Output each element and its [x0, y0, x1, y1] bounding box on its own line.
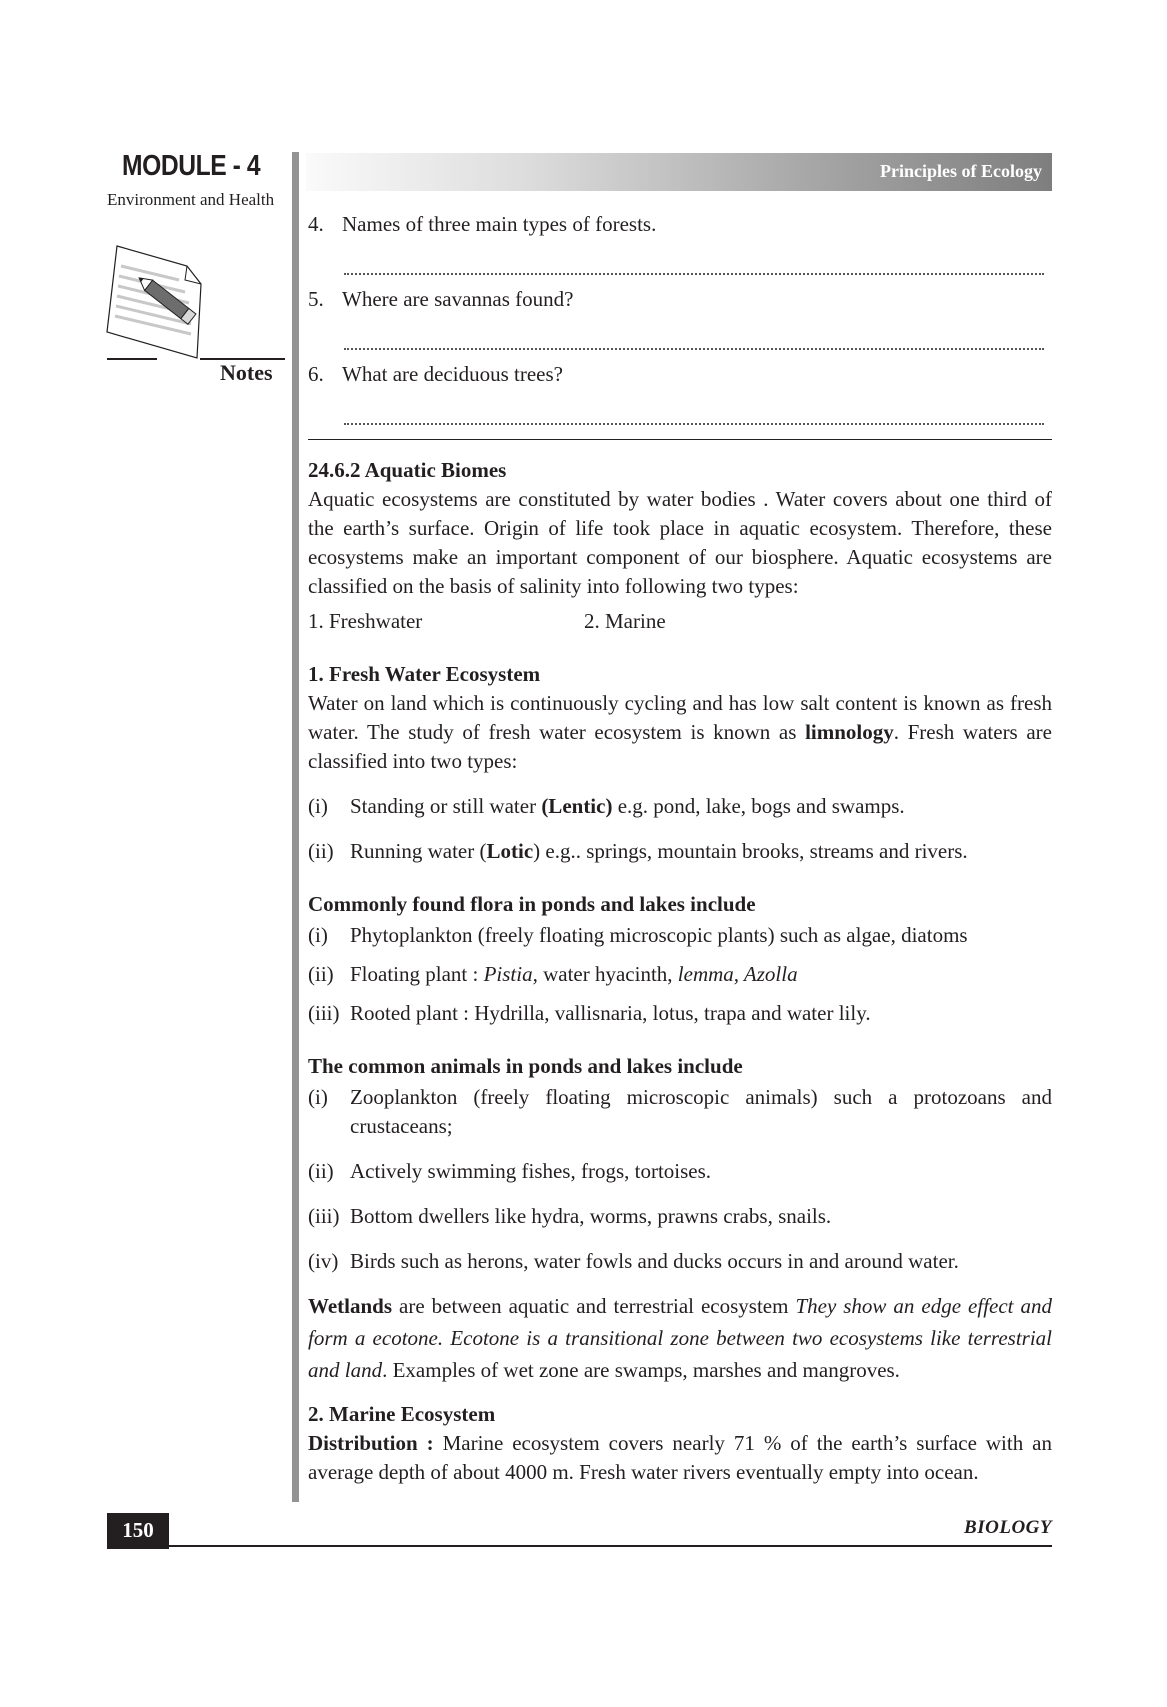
module-title: MODULE - 4 — [122, 150, 261, 182]
chapter-label: Principles of Ecology — [880, 161, 1042, 181]
list-text: Zooplankton (freely floating microscopic animals) such a protozoans and crustaceans; — [350, 1085, 1052, 1138]
text-run: are between aquatic and terrestrial ecosystem — [392, 1294, 796, 1318]
notes-rule — [107, 358, 157, 360]
marine-heading: 2. Marine Ecosystem — [308, 1402, 496, 1426]
question-number: 4. — [308, 212, 324, 236]
biome-types — [308, 607, 1052, 636]
module-subtitle: Environment and Health — [107, 190, 275, 209]
list-text: Bottom dwellers like hydra, worms, prawns crabs, snails. — [350, 1204, 832, 1228]
question-item — [308, 360, 1052, 389]
biome-type: 1. Freshwater — [308, 609, 423, 633]
list-item — [308, 921, 1052, 950]
list-item — [308, 837, 1052, 866]
margin-divider-bar — [292, 152, 299, 1502]
list-text — [350, 837, 1052, 866]
term-distribution: Distribution : — [308, 1431, 434, 1455]
question-text: Names of three main types of forests. — [342, 212, 657, 236]
question-text: What are deciduous trees? — [342, 362, 563, 386]
question-item — [308, 285, 1052, 314]
list-text — [350, 960, 1052, 989]
section-heading: 24.6.2 Aquatic Biomes — [308, 458, 507, 482]
freshwater-paragraph — [308, 689, 1052, 776]
list-text: Rooted plant : Hydrilla, vallisnaria, lotus, trapa and water lily. — [350, 1001, 871, 1025]
list-marker: (i) — [308, 1085, 328, 1109]
list-marker: (iv) — [308, 1249, 339, 1273]
list-text: Phytoplankton (freely floating microscopic plants) such as algae, diatoms — [350, 923, 968, 947]
list-marker: (i) — [308, 923, 328, 947]
text-run: . Fresh waters are classified into two types: — [308, 720, 1052, 773]
section-divider — [308, 439, 1052, 440]
text-run: Water on land which is continuously cycling and has low salt content is known as fresh water. The study of fresh water ecosystem is known as — [308, 691, 1052, 744]
text-run: e.g. pond, lake, bogs and swamps. — [612, 794, 905, 818]
page-number: 150 — [107, 1513, 169, 1549]
list-item — [308, 1247, 1052, 1276]
section-intro: Aquatic ecosystems are constituted by water bodies . Water covers about one third of the earth’s surface. Origin of life took place in aquatic ecosystem. Therefore, these ecosystems make an important component of our biosphere. Aquatic ecosystems are classified on the basis of salinity into following two types: — [308, 487, 1052, 598]
list-text — [350, 792, 1052, 821]
question-number: 5. — [308, 287, 324, 311]
text-run: Marine ecosystem covers nearly 71 % of the earth’s surface with an average depth of about 4000 m. Fresh water rivers eventually empty into ocean. — [308, 1431, 1052, 1484]
list-item — [308, 1157, 1052, 1186]
list-item — [308, 960, 1052, 989]
text-run: Standing or still water — [350, 794, 542, 818]
list-item — [308, 999, 1052, 1028]
list-text: Birds such as herons, water fowls and ducks occurs in and around water. — [350, 1249, 959, 1273]
answer-line — [344, 395, 1044, 425]
term-lentic: (Lentic) — [541, 794, 613, 818]
list-marker: (i) — [308, 794, 328, 818]
page-content — [308, 200, 1052, 1487]
text-run: Floating plant : — [350, 962, 484, 986]
flora-heading: Commonly found flora in ponds and lakes include — [308, 892, 756, 916]
text-run: water hyacinth, — [537, 962, 678, 986]
text-run: ) e.g.. springs, mountain brooks, streams and rivers. — [533, 839, 968, 863]
answer-line — [344, 245, 1044, 275]
question-number: 6. — [308, 362, 324, 386]
question-list — [308, 210, 1052, 425]
answer-line — [344, 320, 1044, 350]
list-item — [308, 1202, 1052, 1231]
question-text: Where are savannas found? — [342, 287, 574, 311]
chapter-header-band — [306, 153, 1052, 191]
list-marker: (iii) — [308, 1204, 340, 1228]
text-run: Running water ( — [350, 839, 487, 863]
animals-heading: The common animals in ponds and lakes include — [308, 1054, 743, 1078]
footer-rule — [169, 1545, 1052, 1547]
marine-paragraph — [308, 1429, 1052, 1487]
term-lotic: Lotic — [486, 839, 534, 863]
question-item — [308, 210, 1052, 239]
term-wetlands: Wetlands — [308, 1294, 393, 1318]
term-limnology: limnology — [805, 720, 894, 744]
list-text: Actively swimming fishes, frogs, tortoises. — [350, 1159, 712, 1183]
list-item — [308, 1083, 1052, 1141]
notepad-pencil-icon — [105, 240, 215, 360]
list-marker: (ii) — [308, 1159, 334, 1183]
book-title: BIOLOGY — [964, 1517, 1052, 1538]
wetlands-paragraph — [308, 1290, 1052, 1386]
freshwater-heading: 1. Fresh Water Ecosystem — [308, 662, 541, 686]
species-name: Pistia, — [483, 962, 538, 986]
list-marker: (iii) — [308, 1001, 340, 1025]
species-name: lemma, Azolla — [677, 962, 798, 986]
notes-label: Notes — [220, 360, 273, 385]
text-run: . Examples of wet zone are swamps, marshes and mangroves. — [382, 1358, 900, 1382]
list-item — [308, 792, 1052, 821]
text-run-italic: They show an edge effect and form a ecotone. Ecotone is a transitional zone between two ecosystems like terrestrial and land — [308, 1294, 1052, 1382]
list-marker: (ii) — [308, 962, 334, 986]
biome-type: 2. Marine — [584, 609, 666, 633]
list-marker: (ii) — [308, 839, 334, 863]
